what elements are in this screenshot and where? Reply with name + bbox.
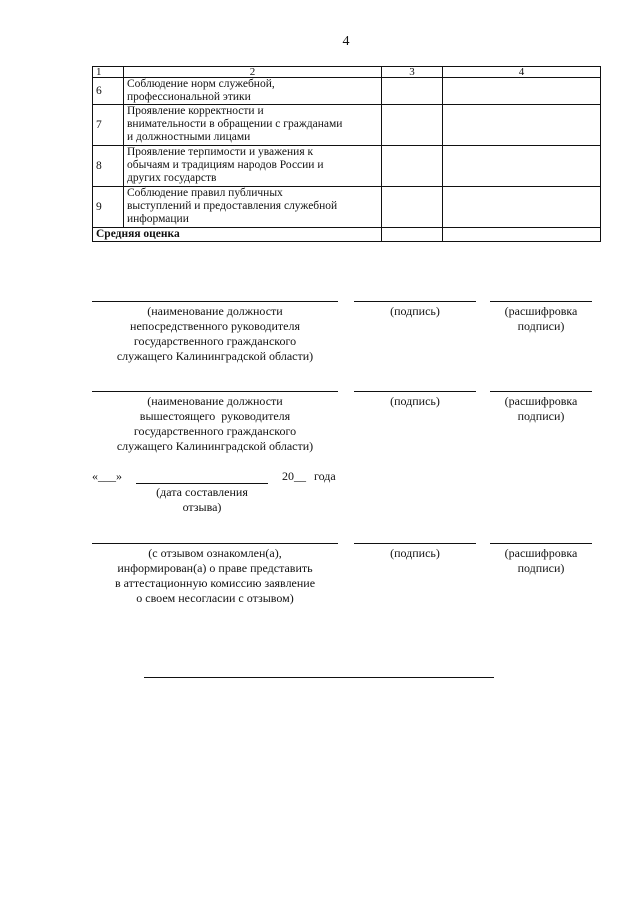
date-caption: (дата составления отзыва) (156, 485, 248, 514)
signature-line-1 (354, 301, 476, 302)
table-row (93, 187, 601, 228)
table-row (93, 146, 601, 187)
signature-line-3 (354, 543, 476, 544)
evaluation-table (92, 66, 601, 242)
column-header-1: 1 (93, 67, 124, 78)
criterion-line: Проявление терпимости и уважения к (127, 146, 314, 158)
decoding-caption-2: (расшифровка подписи) (504, 394, 578, 423)
criterion-line: обычаям и традициям народов России и (127, 159, 324, 171)
criterion-line: Соблюдение правил публичных (127, 187, 283, 199)
score-cell-col4 (443, 78, 601, 105)
criterion-line: выступлений и предоставления служебной (127, 200, 338, 212)
average-row (93, 228, 601, 242)
acknowledgement-line (92, 543, 338, 544)
signature-line-2 (354, 391, 476, 392)
row-number: 6 (93, 78, 124, 105)
criterion-line: и должностными лицами (127, 131, 251, 143)
criterion-line: внимательности в обращении с гражданами (127, 118, 343, 130)
criterion-cell (124, 187, 382, 228)
criterion-cell (124, 105, 382, 146)
position-caption-2: (наименование должности вышестоящего руководителя государственного гражданского служащего Калининградской области) (116, 394, 314, 453)
decoding-caption-1: (расшифровка подписи) (504, 304, 578, 333)
criterion-line: профессиональной этики (127, 91, 251, 103)
table-header-row (93, 67, 601, 78)
criterion-cell (124, 78, 382, 105)
criterion-cell (124, 146, 382, 187)
date-day-field: «___» (92, 469, 122, 483)
row-number: 8 (93, 146, 124, 187)
signature-caption-3: (подпись) (390, 546, 440, 560)
score-cell-col3 (382, 187, 443, 228)
score-cell-col3 (382, 146, 443, 187)
decoding-caption-3: (расшифровка подписи) (504, 546, 578, 575)
table-row (93, 78, 601, 105)
signature-caption-2: (подпись) (390, 394, 440, 408)
column-header-3: 3 (382, 67, 443, 78)
score-cell-col4 (443, 105, 601, 146)
average-score-col3 (382, 228, 443, 242)
criterion-line: Проявление корректности и (127, 105, 264, 117)
decoding-line-2 (490, 391, 592, 392)
criterion-line: Соблюдение норм служебной, (127, 78, 275, 90)
score-cell-col3 (382, 105, 443, 146)
decoding-line-1 (490, 301, 592, 302)
position-line-2 (92, 391, 338, 392)
score-cell-col3 (382, 78, 443, 105)
date-month-line (136, 483, 268, 484)
date-year-field: 20__ (282, 469, 306, 483)
date-year-word: года (314, 469, 336, 483)
row-number: 7 (93, 105, 124, 146)
column-header-4: 4 (443, 67, 601, 78)
signature-caption-1: (подпись) (390, 304, 440, 318)
position-line-1 (92, 301, 338, 302)
average-label: Средняя оценка (93, 228, 382, 242)
criterion-line: других государств (127, 172, 217, 184)
table-row (93, 105, 601, 146)
score-cell-col4 (443, 187, 601, 228)
decoding-line-3 (490, 543, 592, 544)
position-caption-1: (наименование должности непосредственного руководителя государственного гражданского служащего Калининградской области) (116, 304, 314, 363)
score-cell-col4 (443, 146, 601, 187)
average-score-col4 (443, 228, 601, 242)
acknowledgement-caption: (с отзывом ознакомлен(а), информирован(а) о праве представить в аттестационную комиссию заявление о своем несогласии с отзывом) (114, 546, 316, 605)
page-number: 4 (342, 34, 350, 49)
column-header-2: 2 (124, 67, 382, 78)
row-number: 9 (93, 187, 124, 228)
closing-line (144, 677, 494, 678)
criterion-line: информации (127, 213, 189, 225)
